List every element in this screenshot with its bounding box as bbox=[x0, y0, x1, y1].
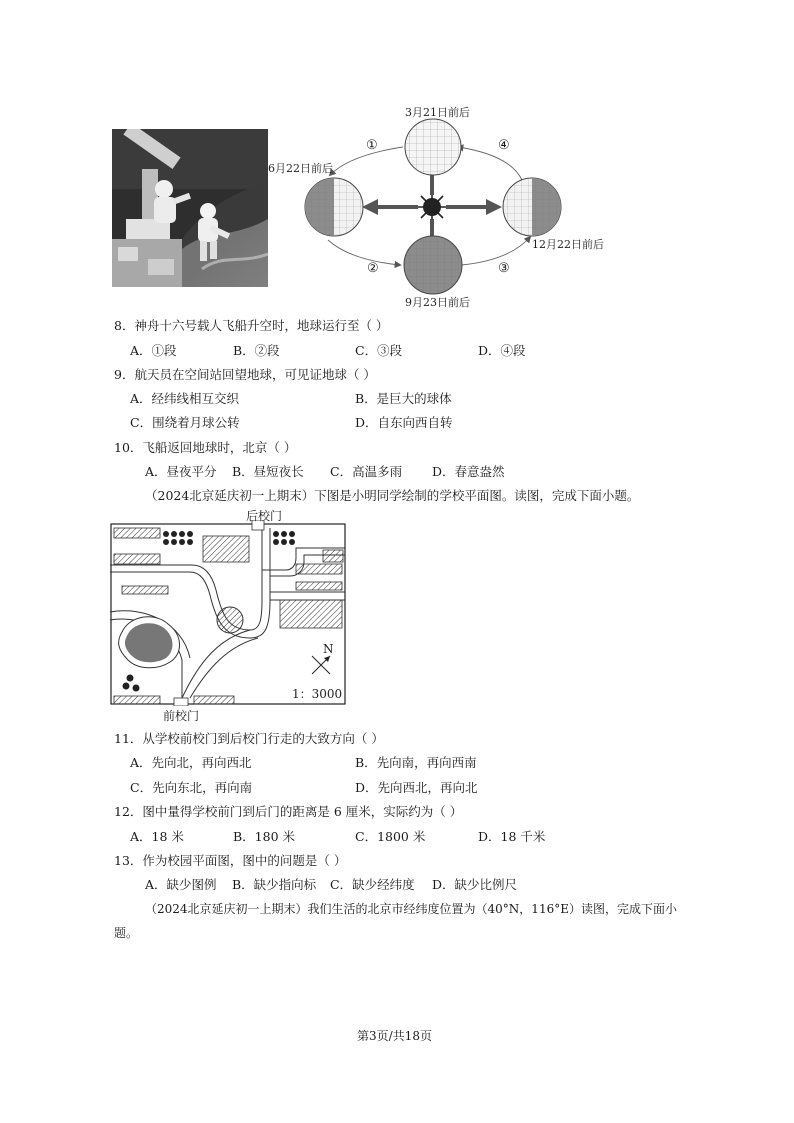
intro-school-map: （2024北京延庆初一上期末）下图是小明同学绘制的学校平面图。读图，完成下面小题。 bbox=[145, 488, 640, 503]
q12-option-c: C．1800 米 bbox=[355, 829, 426, 844]
q13-option-c: C．缺少经纬度 bbox=[330, 877, 415, 892]
school-map bbox=[110, 520, 346, 706]
q8-option-b: B．②段 bbox=[233, 343, 280, 358]
orbit-label-march: 3月21日前后 bbox=[405, 106, 470, 119]
q9-option-b: B．是巨大的球体 bbox=[355, 391, 452, 406]
q10-option-d: D．春意盎然 bbox=[432, 464, 505, 479]
earth-december bbox=[503, 178, 561, 236]
orbit-segment-3: ③ bbox=[498, 261, 510, 276]
scale-label: 1：3000 bbox=[292, 687, 343, 701]
q12-option-d: D．18 千米 bbox=[478, 829, 546, 844]
orbit-segment-4: ④ bbox=[498, 138, 510, 153]
earth-march bbox=[405, 119, 461, 175]
orbit-label-september: 9月23日前后 bbox=[405, 296, 470, 309]
q10-option-b: B．昼短夜长 bbox=[232, 464, 304, 479]
sun-icon bbox=[416, 191, 448, 223]
q11-option-d: D．先向西北，再向北 bbox=[355, 780, 478, 795]
q8-option-a: A．①段 bbox=[130, 343, 177, 358]
q13-option-a: A．缺少图例 bbox=[145, 877, 217, 892]
q13-option-b: B．缺少指向标 bbox=[232, 877, 317, 892]
question-10: 10．飞船返回地球时，北京（ ） bbox=[114, 440, 297, 455]
intro-beijing-line1: （2024北京延庆初一上期末）我们生活的北京市经纬度位置为（40°N，116°E）读图，完成下面小 bbox=[145, 902, 677, 916]
orbit-segment-1: ① bbox=[366, 138, 378, 153]
q11-option-c: C．先向东北，再向南 bbox=[130, 780, 253, 795]
q8-option-d: D．④段 bbox=[478, 343, 526, 358]
question-12: 12．图中量得学校前门到后门的距离是 6 厘米，实际约为（ ） bbox=[114, 804, 463, 819]
q13-option-d: D．缺少比例尺 bbox=[432, 877, 518, 892]
earth-september bbox=[404, 236, 462, 294]
q10-option-c: C．高温多雨 bbox=[330, 464, 403, 479]
question-13: 13．作为校园平面图，图中的问题是（ ） bbox=[114, 853, 347, 868]
q11-option-a: A．先向北，再向西北 bbox=[130, 755, 252, 770]
q12-option-b: B．180 米 bbox=[233, 829, 296, 844]
page-footer: 第3页/共18页 bbox=[357, 1029, 432, 1043]
q11-option-b: B．先向南，再向西南 bbox=[355, 755, 477, 770]
orbit-segment-2: ② bbox=[367, 261, 379, 276]
question-8: 8．神舟十六号载人飞船升空时，地球运行至（ ） bbox=[114, 318, 389, 333]
intro-beijing-line2: 题。 bbox=[114, 926, 139, 940]
q9-option-a: A．经纬线相互交织 bbox=[130, 391, 240, 406]
question-11: 11．从学校前校门到后校门行走的大致方向（ ） bbox=[114, 731, 384, 746]
q10-option-a: A．昼夜平分 bbox=[145, 464, 217, 479]
orbit-label-december: 12月22日前后 bbox=[532, 238, 604, 251]
north-label: N bbox=[323, 642, 334, 656]
back-gate-label: 后校门 bbox=[246, 509, 283, 523]
q9-option-c: C．围绕着月球公转 bbox=[130, 415, 240, 430]
question-9: 9．航天员在空间站回望地球，可见证地球（ ） bbox=[114, 367, 376, 382]
orbit-label-june: 6月22日前后 bbox=[268, 162, 333, 175]
astronaut-photo bbox=[112, 129, 268, 287]
front-gate-label: 前校门 bbox=[163, 709, 200, 723]
q8-option-c: C．③段 bbox=[355, 343, 403, 358]
q12-option-a: A．18 米 bbox=[130, 829, 184, 844]
earth-june bbox=[305, 178, 363, 236]
q9-option-d: D．自东向西自转 bbox=[355, 415, 453, 430]
orbit-diagram bbox=[290, 115, 580, 295]
